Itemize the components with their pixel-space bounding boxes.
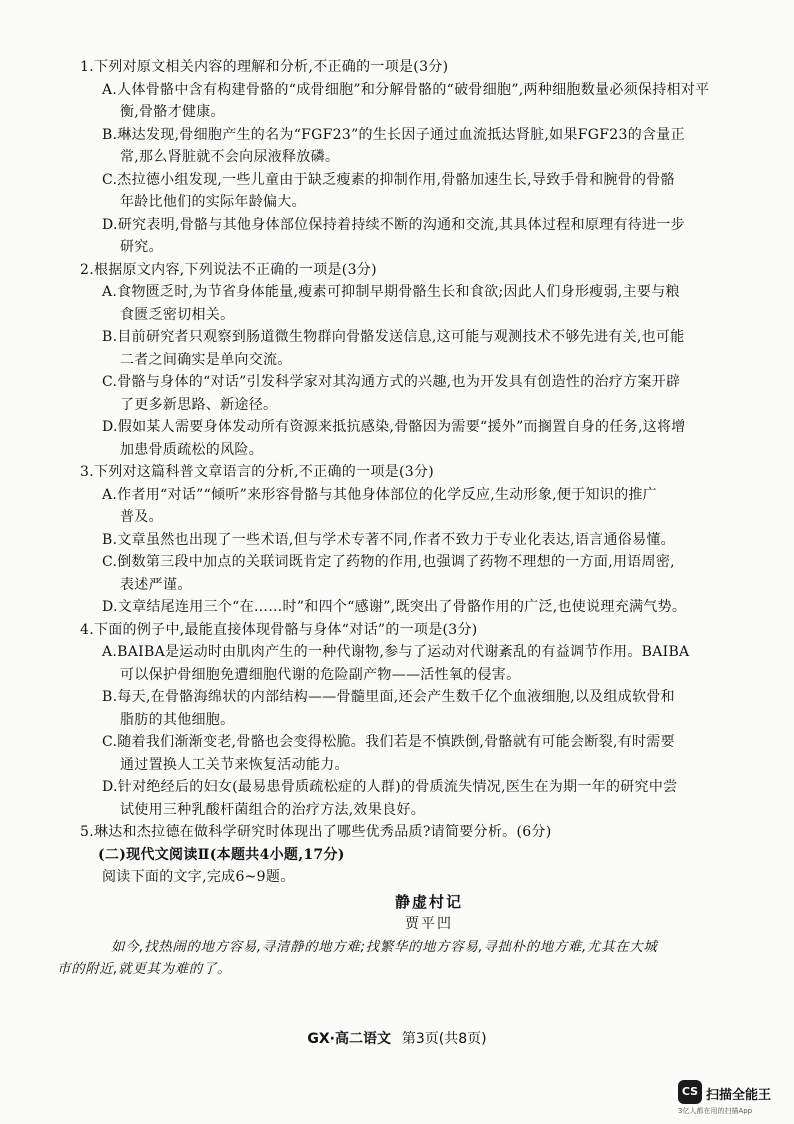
question-1 — [80, 56, 774, 259]
option-line: A.食物匮乏时,为节省身体能量,瘦素可抑制早期骨骼生长和食欲;因此人们身形瘦弱,主要与粮 — [102, 284, 680, 300]
footer-page-number: 第3页(共8页) — [401, 1031, 487, 1047]
option-line: 衡,骨骼才健康。 — [120, 104, 225, 120]
option-line: D.针对绝经后的妇女(最易患骨质疏松症的人群)的骨质流失情况,医生在为期一年的研究中尝 — [102, 779, 678, 795]
option-line: B.文章虽然也出现了一些术语,但与学术专著不同,作者不致力于专业化表达,语言通俗易懂。 — [102, 531, 675, 548]
option-line: 脂肪的其他细胞。 — [120, 711, 235, 728]
footer-subject: GX·高二语文 — [307, 1031, 391, 1047]
paragraph-line: 市的附近,就更其为难的了。 — [57, 961, 232, 977]
option-d — [84, 416, 774, 461]
question-4 — [80, 619, 774, 822]
article-author: 贾平凹 — [405, 916, 453, 932]
option-a — [84, 79, 774, 124]
option-c — [84, 731, 774, 776]
question-stem: 1.下列对原文相关内容的理解和分析,不正确的一项是(3分) — [80, 59, 449, 75]
page-footer — [0, 1028, 794, 1048]
option-line: 可以保护骨细胞免遭细胞代谢的危险副产物——活性氧的侵害。 — [120, 666, 521, 683]
option-line: B.每天,在骨骼海绵状的内部结构——骨髓里面,还会产生数千亿个血液细胞,以及组成软骨和 — [102, 689, 675, 705]
section-heading: (二)现代文阅读Ⅱ(本题共4小题,17分) — [98, 846, 345, 863]
article-title: 静虚村记 — [394, 892, 463, 911]
question-stem: 3.下列对这篇科普文章语言的分析,不正确的一项是(3分) — [80, 464, 435, 480]
option-a — [84, 641, 774, 686]
option-line: D.研究表明,骨骼与其他身体部位保持着持续不断的沟通和交流,其具体过程和原理有待进一步 — [102, 216, 685, 233]
page-content — [57, 56, 774, 981]
option-line: A.BAIBA是运动时由肌肉产生的一种代谢物,参与了运动对代谢紊乱的有益调节作用。BAIBA — [102, 644, 690, 660]
option-line: A.人体骨骼中含有构建骨骼的“成骨细胞”和分解骨骼的“破骨细胞”,两种细胞数量必须保持相对平 — [102, 81, 710, 98]
option-b — [84, 326, 774, 371]
section-intro: 阅读下面的文字,完成6~9题。 — [102, 869, 295, 885]
option-c — [84, 169, 774, 214]
option-line: 试使用三种乳酸杆菌组合的治疗方法,效果良好。 — [120, 801, 426, 818]
option-a — [84, 281, 774, 326]
option-line: C.倒数第三段中加点的关联词既肯定了药物的作用,也强调了药物不理想的一方面,用语周密, — [102, 554, 675, 570]
question-stem: 4.下面的例子中,最能直接体现骨骼与身体“对话”的一项是(3分) — [80, 621, 478, 638]
option-line: B.琳达发现,骨细胞产生的名为“FGF23”的生长因子通过血流抵达肾脏,如果FGF23的含量正 — [102, 126, 685, 143]
option-d — [84, 596, 774, 619]
option-line: 表述严谨。 — [120, 576, 192, 593]
option-line: B.目前研究者只观察到肠道微生物群向骨骼发送信息,这可能与观测技术不够先进有关,也可能 — [102, 329, 685, 345]
question-stem: 5.琳达和杰拉德在做科学研究时体现出了哪些优秀品质?请简要分析。(6分) — [80, 824, 552, 840]
question-3 — [80, 461, 774, 619]
camscanner-logo-icon: CS — [678, 1080, 702, 1104]
scanner-app-name: 扫描全能王 — [706, 1088, 772, 1103]
question-2 — [80, 259, 774, 462]
paragraph-line: 如今,找热闹的地方容易,寻清静的地方难;找繁华的地方容易,寻拙朴的地方难,尤其在大城 — [111, 938, 658, 955]
option-a — [84, 484, 774, 529]
option-b — [84, 686, 774, 731]
option-line: C.骨骼与身体的“对话”引发科学家对其沟通方式的兴趣,也为开发具有创造性的治疗方案开辟 — [102, 374, 681, 390]
option-line: 通过置换人工关节来恢复活动能力。 — [120, 756, 349, 773]
option-line: 了更多新思路、新途径。 — [120, 396, 278, 413]
option-b — [84, 124, 774, 169]
option-line: 加患骨质疏松的风险。 — [120, 441, 263, 458]
option-line: 研究。 — [120, 239, 163, 255]
option-line: D.假如某人需要身体发动所有资源来抵抗感染,骨骼因为需要“援外”而搁置自身的任务,这将增 — [102, 419, 686, 435]
article-paragraph — [57, 936, 774, 981]
option-line: 普及。 — [120, 509, 163, 525]
option-c — [84, 551, 774, 596]
option-b — [84, 529, 774, 552]
option-d — [84, 214, 774, 259]
option-line: C.杰拉德小组发现,一些儿童由于缺乏瘦素的抑制作用,骨骼加速生长,导致手骨和腕骨的骨骼 — [102, 171, 675, 188]
option-line: 常,那么肾脏就不会向尿液释放磷。 — [120, 149, 340, 165]
option-line: A.作者用“对话”“倾听”来形容骨骼与其他身体部位的化学反应,生动形象,便于知识的推广 — [102, 486, 657, 503]
scanner-app-tagline: 3亿人都在用的扫描App — [678, 1107, 753, 1115]
question-stem: 2.根据原文内容,下列说法不正确的一项是(3分) — [80, 261, 377, 278]
option-line: 食匮乏密切相关。 — [120, 306, 235, 323]
question-5 — [80, 821, 774, 844]
option-line: 年龄比他们的实际年龄偏大。 — [120, 194, 306, 210]
option-line: D.文章结尾连用三个“在……时”和四个“感谢”,既突出了骨骼作用的广泛,也使说理充满气势。 — [102, 599, 687, 615]
option-d — [84, 776, 774, 821]
option-line: C.随着我们渐渐变老,骨骼也会变得松脆。我们若是不慎跌倒,骨骼就有可能会断裂,有时需要 — [102, 734, 675, 750]
option-c — [84, 371, 774, 416]
scanner-app-badge — [678, 1080, 776, 1114]
option-line: 二者之间确实是单向交流。 — [120, 351, 292, 368]
